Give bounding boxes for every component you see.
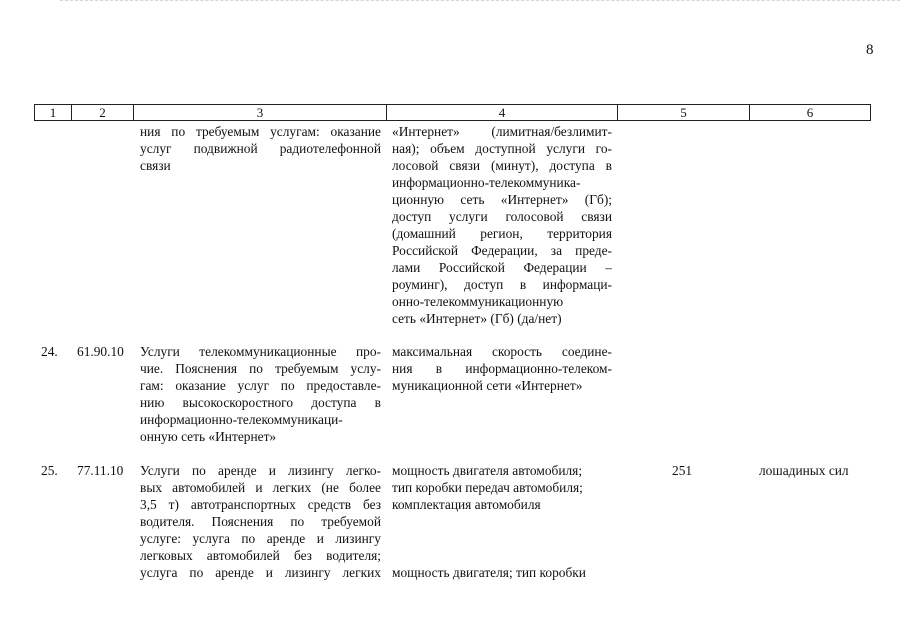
row-unit: лошадиных сил bbox=[759, 463, 849, 478]
text-line: информационно-телекоммуникаци- bbox=[140, 412, 343, 427]
text-line: услуге: услуга по аренде и лизингу bbox=[140, 531, 381, 546]
text-line: услуг подвижной радиотелефонной bbox=[140, 141, 381, 156]
text-line: информационно-телекоммуника- bbox=[392, 175, 581, 190]
text-line: чие. Пояснения по требуемым услу- bbox=[140, 361, 381, 376]
text-line: 3,5 т) автотранспортных средств без bbox=[140, 497, 381, 512]
row-number: 24. bbox=[41, 344, 58, 359]
text-line: сеть «Интернет» (Гб) (да/нет) bbox=[392, 311, 562, 326]
header-col-6: 6 bbox=[749, 104, 871, 121]
text-line: лами Российской Федерации – bbox=[392, 260, 612, 275]
text-line: тип коробки передач автомобиля; bbox=[392, 480, 583, 495]
text-line: мощность двигателя; тип коробки bbox=[392, 565, 586, 580]
text-line: гам: оказание услуг по предоставле- bbox=[140, 378, 381, 393]
text-line: доступ услуги голосовой связи bbox=[392, 209, 612, 224]
scan-artifact bbox=[60, 0, 900, 5]
row-description bbox=[140, 343, 381, 445]
text-line: муникационной сети «Интернет» bbox=[392, 378, 583, 393]
continuation-description bbox=[140, 123, 381, 174]
text-line: услуга по аренде и лизингу легких bbox=[140, 565, 381, 580]
row-code: 77.11.10 bbox=[77, 463, 124, 478]
text-line: ционную сеть «Интернет» (Гб); bbox=[392, 192, 612, 207]
header-col-1: 1 bbox=[34, 104, 72, 121]
header-col-2: 2 bbox=[71, 104, 134, 121]
text-line: лосовой связи (минут), доступа в bbox=[392, 158, 612, 173]
text-line: онную сеть «Интернет» bbox=[140, 429, 277, 444]
header-col-3: 3 bbox=[133, 104, 387, 121]
header-col-5: 5 bbox=[617, 104, 750, 121]
text-line: ния в информационно-телеком- bbox=[392, 361, 612, 376]
text-line: ная); объем доступной услуги го- bbox=[392, 141, 612, 156]
text-line: (домашний регион, территория bbox=[392, 226, 612, 241]
row-description bbox=[140, 462, 381, 581]
text-line: вых автомобилей и легких (не более bbox=[140, 480, 381, 495]
row-code: 61.90.10 bbox=[77, 344, 124, 359]
text-line: онно-телекоммуникационную bbox=[392, 294, 564, 309]
row-characteristics bbox=[392, 462, 612, 513]
text-line: Российской Федерации, за преде- bbox=[392, 243, 612, 258]
row-code-value: 251 bbox=[672, 463, 693, 478]
header-col-4: 4 bbox=[386, 104, 618, 121]
text-line: Услуги телекоммуникационные про- bbox=[140, 344, 381, 359]
text-line: водителя. Пояснения по требуемой bbox=[140, 514, 381, 529]
text-line: ния по требуемым услугам: оказание bbox=[140, 124, 381, 139]
text-line: Услуги по аренде и лизингу легко- bbox=[140, 463, 381, 478]
row-number: 25. bbox=[41, 463, 58, 478]
text-line: роуминг), доступ в информаци- bbox=[392, 277, 612, 292]
text-line: «Интернет» (лимитная/безлимит- bbox=[392, 124, 612, 139]
text-line: комплектация автомобиля bbox=[392, 497, 541, 512]
text-line: легковых автомобилей без водителя; bbox=[140, 548, 381, 563]
text-line: мощность двигателя автомобиля; bbox=[392, 463, 583, 478]
continuation-characteristics bbox=[392, 123, 612, 327]
page-number: 8 bbox=[866, 42, 874, 58]
text-line: максимальная скорость соедине- bbox=[392, 344, 612, 359]
text-line: нию высокоскоростного доступа в bbox=[140, 395, 381, 410]
text-line: связи bbox=[140, 158, 171, 173]
row-characteristics bbox=[392, 343, 612, 394]
row-characteristics-next bbox=[392, 564, 612, 581]
